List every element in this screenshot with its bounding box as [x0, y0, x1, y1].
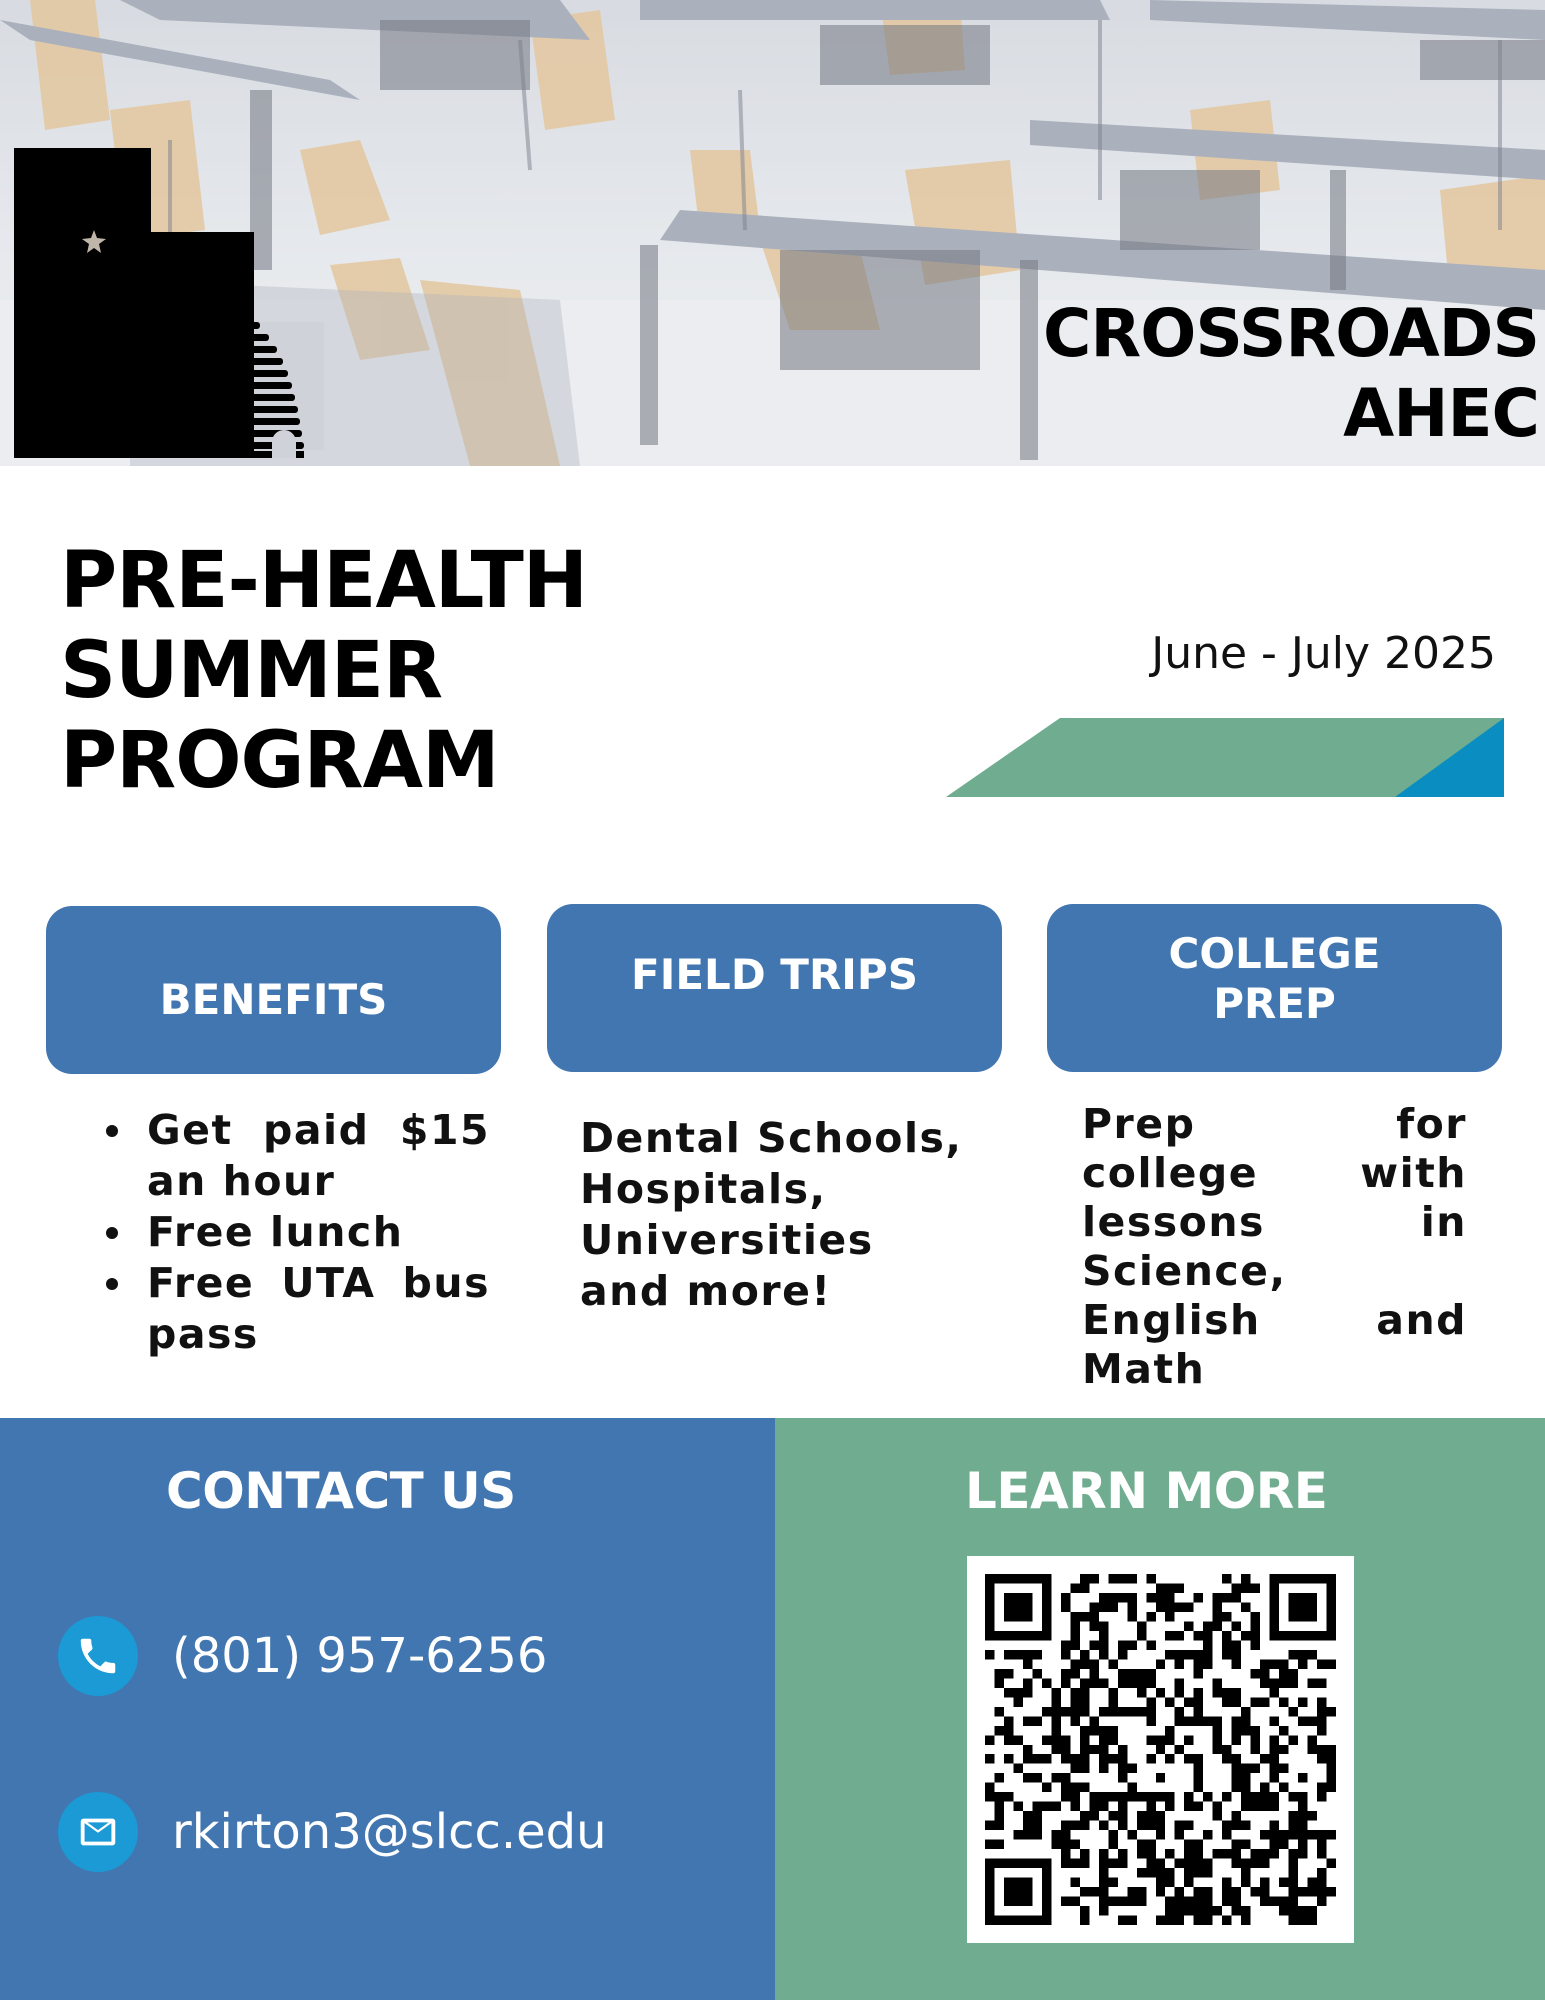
title-line-3: PROGRAM [60, 716, 499, 806]
title-line-2: SUMMER [60, 626, 443, 716]
email-address[interactable]: rkirton3@slcc.edu [172, 1804, 607, 1860]
phone-number[interactable]: (801) 957-6256 [172, 1628, 548, 1684]
phone-row[interactable] [58, 1616, 547, 1696]
college-prep-heading-line-1: COLLEGE [1168, 929, 1381, 978]
program-dates: June - July 2025 [1151, 628, 1496, 679]
benefits-header [46, 906, 501, 1074]
title-line-1: PRE-HEALTH [60, 536, 588, 626]
contact-heading: CONTACT US [166, 1462, 516, 1520]
accent-band [946, 715, 1506, 797]
college-prep-heading-line-2: PREP [1213, 979, 1336, 1028]
field-trips-line: Dental Schools, [580, 1114, 963, 1162]
list-item: Free lunch [100, 1207, 490, 1258]
envelope-icon [58, 1792, 138, 1872]
utah-beehive-logo [14, 148, 324, 458]
field-trips-header [547, 904, 1002, 1072]
list-item: Free UTA bus pass [100, 1258, 490, 1360]
phone-icon [58, 1616, 138, 1696]
brand-line-2: AHEC [1343, 375, 1539, 452]
benefits-heading: BENEFITS [159, 975, 388, 1024]
field-trips-line: and more! [580, 1267, 832, 1315]
field-trips-text [580, 1113, 1000, 1317]
learn-more-heading: LEARN MORE [965, 1462, 1328, 1520]
page-title [60, 536, 587, 806]
benefits-list [100, 1105, 490, 1360]
college-prep-text: Prep for college with lessons in Science, English and Math [1082, 1100, 1467, 1393]
field-trips-line: Hospitals, [580, 1165, 827, 1213]
brand-line-1: CROSSROADS [1042, 295, 1539, 372]
email-row[interactable] [58, 1792, 607, 1872]
qr-code-icon [985, 1574, 1336, 1925]
hero-banner [0, 0, 1545, 466]
field-trips-heading: FIELD TRIPS [631, 950, 918, 999]
college-prep-header [1047, 904, 1502, 1072]
list-item: Get paid $15 an hour [100, 1105, 490, 1207]
qr-code[interactable] [967, 1556, 1354, 1943]
brand-wordmark [1043, 294, 1539, 454]
field-trips-line: Universities [580, 1216, 874, 1264]
